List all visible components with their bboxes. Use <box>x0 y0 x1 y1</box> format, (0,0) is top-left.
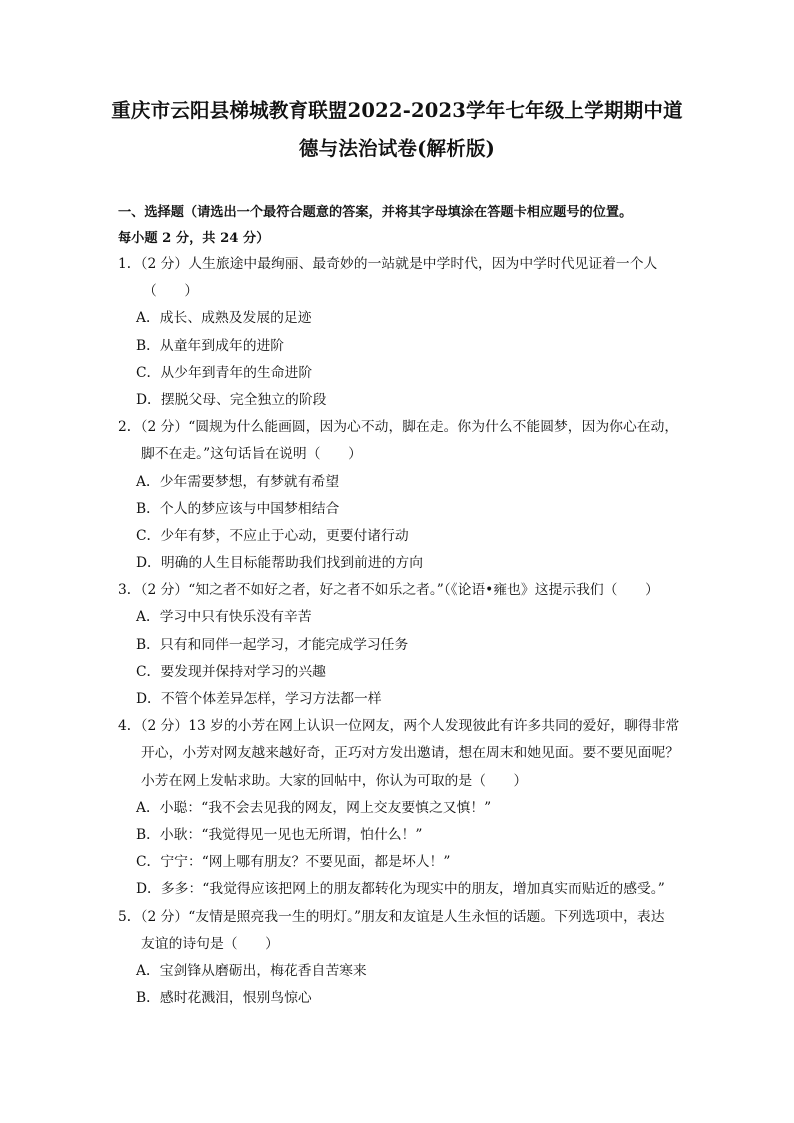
question-4-stem-line-1: 4．（2 分）13 岁的小芳在网上认识一位网友，两个人发现彼此有许多共同的爱好，聊得非常 <box>118 718 680 735</box>
question-1 <box>118 251 688 414</box>
question-4-option-b: B．小耿：“我觉得见一见也无所谓，怕什么！” <box>136 826 423 843</box>
question-3-option-c: C．要发现并保持对学习的兴趣 <box>136 663 326 680</box>
section-heading <box>118 200 688 252</box>
question-3 <box>118 577 688 713</box>
question-2-option-c: C．少年有梦，不应止于心动，更要付诸行动 <box>136 527 409 544</box>
title-line-2: 德与法治试卷(解析版) <box>298 137 496 160</box>
question-1-stem-line-2: （ ） <box>143 283 199 300</box>
question-1-stem-line-1: 1．（2 分）人生旅途中最绚丽、最奇妙的一站就是中学时代，因为中学时代见证着一个人 <box>118 256 658 272</box>
question-4-option-d: D．多多：“我觉得应该把网上的朋友都转化为现实中的朋友，增加真实而贴近的感受。” <box>136 881 665 898</box>
question-5-option-b: B．感时花溅泪，恨别鸟惊心 <box>136 990 312 1007</box>
document-title <box>100 92 694 168</box>
question-2-stem-line-2: 脚不在走。”这句话旨在说明（ ） <box>141 446 362 463</box>
question-4 <box>118 713 688 903</box>
question-2-option-a: A．少年需要梦想，有梦就有希望 <box>136 473 340 490</box>
title-line-1: 重庆市云阳县梯城教育联盟2022-2023学年七年级上学期期中道 <box>111 99 683 122</box>
question-5-stem-line-1: 5．（2 分）“友情是照亮我一生的明灯。”朋友和友谊是人生永恒的话题。下列选项中，表达 <box>118 908 665 925</box>
question-3-option-d: D．不管个体差异怎样，学习方法都一样 <box>136 691 382 707</box>
question-1-option-d: D．摆脱父母、完全独立的阶段 <box>136 391 327 408</box>
question-2-stem-line-1: 2．（2 分）“圆规为什么能画圆，因为心不动，脚在走。你为什么不能圆梦，因为你心在动， <box>118 419 679 436</box>
question-3-option-b: B．只有和同伴一起学习，才能完成学习任务 <box>136 636 409 653</box>
section-heading-line-1: 一、选择题（请选出一个最符合题意的答案，并将其字母填涂在答题卡相应题号的位置。 <box>118 205 633 220</box>
question-2 <box>118 414 688 577</box>
section-heading-line-2: 每小题 2 分，共 24 分） <box>118 231 270 246</box>
question-1-option-a: A．成长、成熟及发展的足迹 <box>136 310 312 327</box>
question-2-option-b: B．个人的梦应该与中国梦相结合 <box>136 500 340 517</box>
question-4-option-a: A．小聪：“我不会去见我的网友，网上交友要慎之又慎！” <box>136 799 492 816</box>
question-1-option-c: C．从少年到青年的生命进阶 <box>136 364 313 381</box>
question-4-stem-line-3: 小芳在网上发帖求助。大家的回帖中，你认为可取的是（ ） <box>141 772 528 789</box>
question-5-stem-line-2: 友谊的诗句是（ ） <box>141 935 279 952</box>
question-list <box>118 251 688 1012</box>
question-1-option-b: B．从童年到成年的进阶 <box>136 337 285 354</box>
question-4-option-c: C．宁宁：“网上哪有朋友？不要见面，都是坏人！” <box>136 854 451 871</box>
question-5 <box>118 904 688 1013</box>
question-2-option-d: D．明确的人生目标能帮助我们找到前进的方向 <box>136 555 423 572</box>
question-5-option-a: A．宝剑锋从磨砺出，梅花香自苦寒来 <box>136 962 367 979</box>
question-3-option-a: A．学习中只有快乐没有辛苦 <box>136 609 312 626</box>
question-3-stem-line-1: 3．（2 分）“知之者不如好之者，好之者不如乐之者。”（《论语•雍也》这提示我们（ ） <box>118 582 659 599</box>
question-4-stem-line-2: 开心，小芳对网友越来越好奇，正巧对方发出邀请，想在周末和她见面。要不要见面呢？ <box>141 745 680 762</box>
